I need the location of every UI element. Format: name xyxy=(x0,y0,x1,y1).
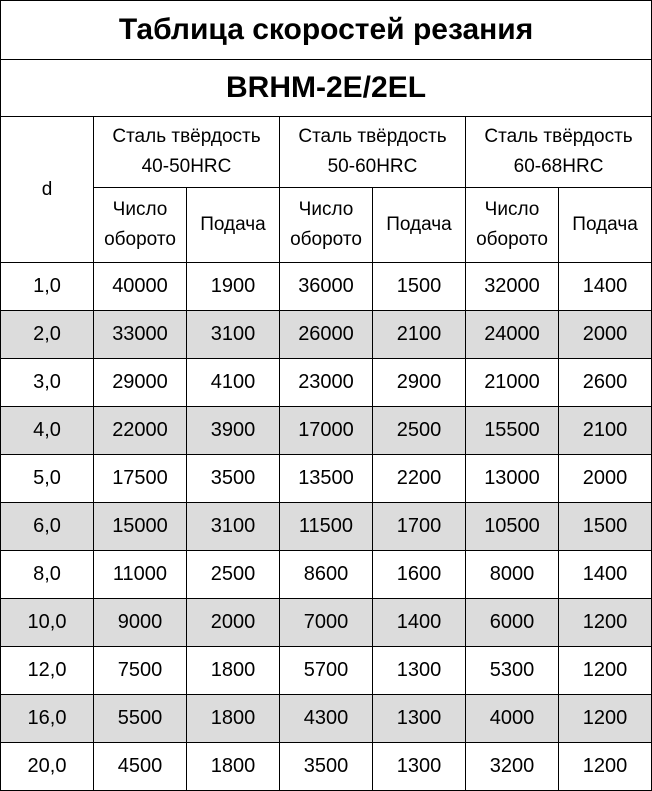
rpm-cell: 17000 xyxy=(280,407,373,455)
feed-cell: 1600 xyxy=(373,551,466,599)
product-code: BRHM-2E/2EL xyxy=(1,60,652,117)
rpm-cell: 7500 xyxy=(94,647,187,695)
rpm-cell: 22000 xyxy=(94,407,187,455)
rpm-cell: 17500 xyxy=(94,455,187,503)
rpm-cell: 33000 xyxy=(94,311,187,359)
feed-cell: 1400 xyxy=(559,263,652,311)
group-header-hardness: 50-60HRC xyxy=(327,156,418,177)
rpm-cell: 11000 xyxy=(94,551,187,599)
feed-cell: 3100 xyxy=(187,311,280,359)
table-row xyxy=(1,359,652,407)
rpm-cell: 26000 xyxy=(280,311,373,359)
rpm-header-line2: оборото xyxy=(104,229,176,250)
rpm-header-line1: Число xyxy=(484,199,540,220)
feed-cell: 3900 xyxy=(187,407,280,455)
rpm-cell: 3500 xyxy=(280,743,373,791)
rpm-cell: 24000 xyxy=(466,311,559,359)
feed-cell: 2900 xyxy=(373,359,466,407)
rpm-cell: 15000 xyxy=(94,503,187,551)
group-header-label: Сталь твёрдость xyxy=(298,126,447,147)
rpm-cell: 21000 xyxy=(466,359,559,407)
rpm-cell: 13500 xyxy=(280,455,373,503)
feed-cell: 1400 xyxy=(373,599,466,647)
rpm-cell: 36000 xyxy=(280,263,373,311)
feed-cell: 1300 xyxy=(373,743,466,791)
rpm-cell: 15500 xyxy=(466,407,559,455)
rpm-cell: 4500 xyxy=(94,743,187,791)
feed-cell: 1200 xyxy=(559,695,652,743)
feed-cell: 1300 xyxy=(373,695,466,743)
feed-cell: 2000 xyxy=(559,455,652,503)
title-row xyxy=(1,1,652,60)
feed-header: Подача xyxy=(559,188,652,263)
feed-cell: 1800 xyxy=(187,647,280,695)
group-header-row xyxy=(1,117,652,188)
table-row xyxy=(1,551,652,599)
feed-cell: 2500 xyxy=(373,407,466,455)
rpm-header xyxy=(466,188,559,263)
diameter-cell: 4,0 xyxy=(1,407,94,455)
rpm-header xyxy=(280,188,373,263)
rpm-cell: 4300 xyxy=(280,695,373,743)
feed-cell: 1300 xyxy=(373,647,466,695)
table-row xyxy=(1,647,652,695)
feed-cell: 1200 xyxy=(559,743,652,791)
diameter-cell: 1,0 xyxy=(1,263,94,311)
feed-cell: 1500 xyxy=(373,263,466,311)
table-row xyxy=(1,311,652,359)
feed-cell: 1200 xyxy=(559,647,652,695)
table-row xyxy=(1,743,652,791)
rpm-cell: 32000 xyxy=(466,263,559,311)
rpm-header-line1: Число xyxy=(298,199,354,220)
table-row xyxy=(1,503,652,551)
table-title: Таблица скоростей резания xyxy=(1,1,652,60)
feed-cell: 2100 xyxy=(559,407,652,455)
table-row xyxy=(1,695,652,743)
group-header-hardness: 40-50HRC xyxy=(141,156,232,177)
rpm-cell: 23000 xyxy=(280,359,373,407)
feed-cell: 1500 xyxy=(559,503,652,551)
rpm-header-line2: оборото xyxy=(476,229,548,250)
feed-cell: 2000 xyxy=(559,311,652,359)
rpm-cell: 8000 xyxy=(466,551,559,599)
rpm-cell: 13000 xyxy=(466,455,559,503)
subtitle-row xyxy=(1,60,652,117)
group-header-50-60 xyxy=(280,117,466,188)
group-header-60-68 xyxy=(466,117,652,188)
rpm-cell: 11500 xyxy=(280,503,373,551)
group-header-hardness: 60-68HRC xyxy=(513,156,604,177)
feed-cell: 1400 xyxy=(559,551,652,599)
rpm-cell: 10500 xyxy=(466,503,559,551)
feed-cell: 3100 xyxy=(187,503,280,551)
diameter-header: d xyxy=(1,117,94,263)
feed-cell: 1700 xyxy=(373,503,466,551)
diameter-cell: 6,0 xyxy=(1,503,94,551)
table-row xyxy=(1,455,652,503)
feed-cell: 2200 xyxy=(373,455,466,503)
table-row xyxy=(1,407,652,455)
feed-cell: 3500 xyxy=(187,455,280,503)
diameter-cell: 3,0 xyxy=(1,359,94,407)
rpm-cell: 5700 xyxy=(280,647,373,695)
rpm-header-line2: оборото xyxy=(290,229,362,250)
rpm-cell: 8600 xyxy=(280,551,373,599)
group-header-label: Сталь твёрдость xyxy=(112,126,261,147)
rpm-cell: 29000 xyxy=(94,359,187,407)
diameter-cell: 10,0 xyxy=(1,599,94,647)
rpm-cell: 4000 xyxy=(466,695,559,743)
rpm-cell: 9000 xyxy=(94,599,187,647)
diameter-cell: 2,0 xyxy=(1,311,94,359)
table-row xyxy=(1,599,652,647)
sub-header-row xyxy=(1,188,652,263)
feed-cell: 1800 xyxy=(187,743,280,791)
feed-cell: 1800 xyxy=(187,695,280,743)
rpm-cell: 3200 xyxy=(466,743,559,791)
feed-cell: 4100 xyxy=(187,359,280,407)
rpm-header xyxy=(94,188,187,263)
feed-header: Подача xyxy=(373,188,466,263)
feed-cell: 2100 xyxy=(373,311,466,359)
rpm-header-line1: Число xyxy=(112,199,168,220)
rpm-cell: 7000 xyxy=(280,599,373,647)
rpm-cell: 5500 xyxy=(94,695,187,743)
group-header-label: Сталь твёрдость xyxy=(484,126,633,147)
diameter-cell: 8,0 xyxy=(1,551,94,599)
feed-cell: 1200 xyxy=(559,599,652,647)
rpm-cell: 40000 xyxy=(94,263,187,311)
feed-cell: 2500 xyxy=(187,551,280,599)
diameter-cell: 12,0 xyxy=(1,647,94,695)
diameter-cell: 20,0 xyxy=(1,743,94,791)
group-header-40-50 xyxy=(94,117,280,188)
feed-cell: 2000 xyxy=(187,599,280,647)
feed-cell: 2600 xyxy=(559,359,652,407)
rpm-cell: 6000 xyxy=(466,599,559,647)
table-row xyxy=(1,263,652,311)
feed-header: Подача xyxy=(187,188,280,263)
feed-cell: 1900 xyxy=(187,263,280,311)
diameter-cell: 16,0 xyxy=(1,695,94,743)
rpm-cell: 5300 xyxy=(466,647,559,695)
diameter-cell: 5,0 xyxy=(1,455,94,503)
